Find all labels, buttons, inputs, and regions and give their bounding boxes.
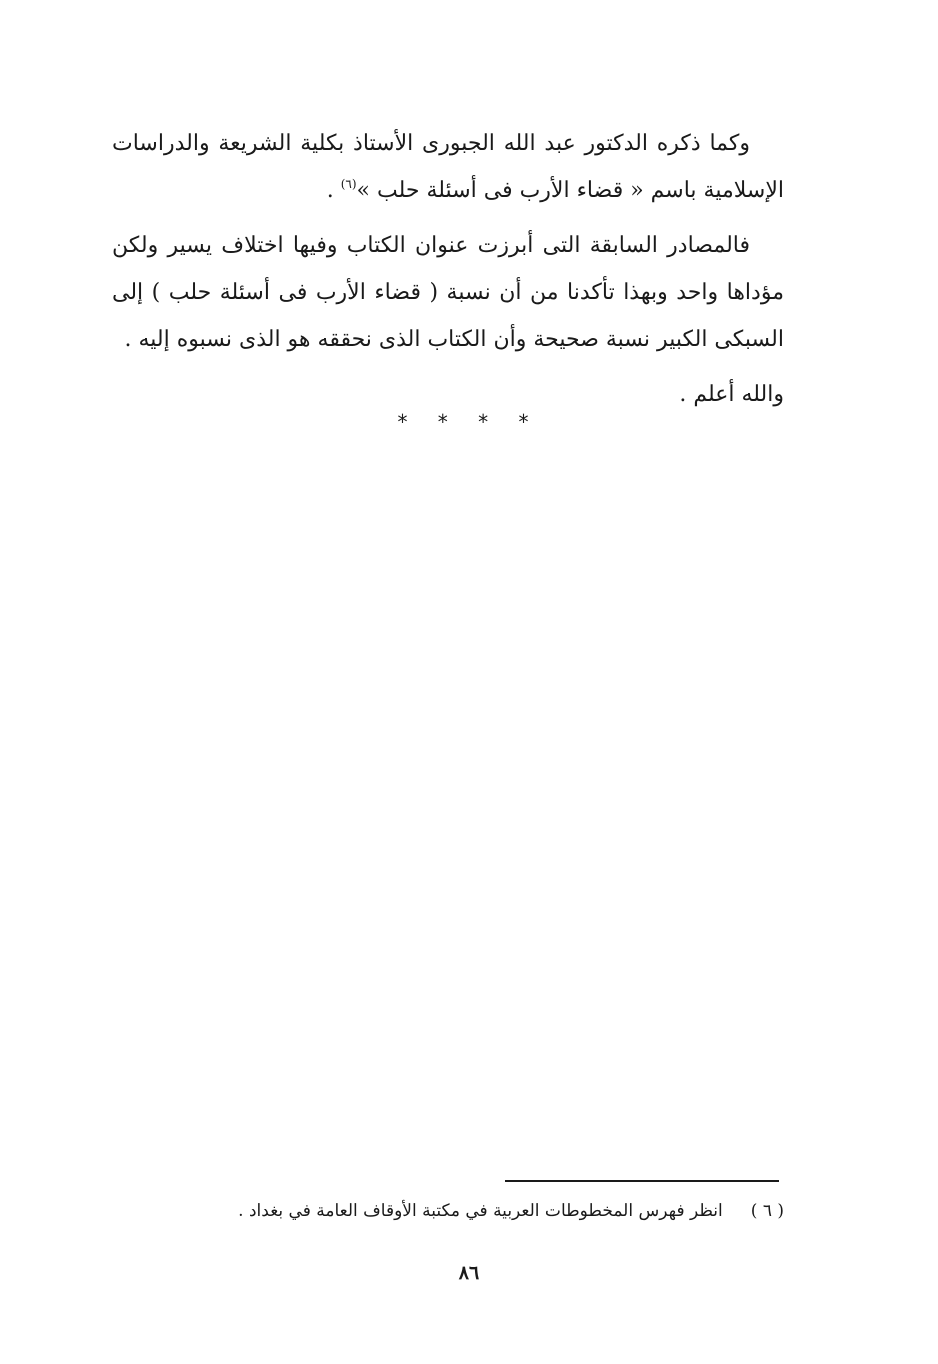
- paragraph-2-text: فالمصادر السابقة التى أبرزت عنوان الكتاب وفيها اختلاف يسير ولكن مؤداها واحد وبهذا تأكدنا من أن نسبة ( قضاء الأرب فى أسئلة حلب ) إلى السبكى الكبير نسبة صحيحة وأن الكتاب الذى نحققه هو الذى نسبوه إليه .: [112, 233, 784, 352]
- footnote-reference[interactable]: (٦): [340, 177, 357, 191]
- footnote: [170, 1196, 784, 1226]
- paragraph-2: [112, 222, 784, 363]
- main-text: [112, 120, 784, 418]
- paragraph-1-text: وكما ذكره الدكتور عبد الله الجبورى الأستاذ بكلية الشريعة والدراسات الإسلامية باسم « قضاء الأرب فى أسئلة حلب »: [112, 131, 784, 203]
- footnote-text: انظر فهرس المخطوطات العربية في مكتبة الأوقاف العامة في بغداد .: [238, 1201, 723, 1221]
- paragraph-3-text: والله أعلم .: [679, 382, 784, 407]
- section-separator: * * * *: [397, 410, 541, 434]
- footnote-divider: [505, 1180, 779, 1182]
- footnote-number: ( ٦ ): [750, 1201, 784, 1221]
- paragraph-1: [112, 120, 784, 214]
- paragraph-1-tail: .: [326, 178, 341, 203]
- page-number: ٨٦: [458, 1262, 480, 1284]
